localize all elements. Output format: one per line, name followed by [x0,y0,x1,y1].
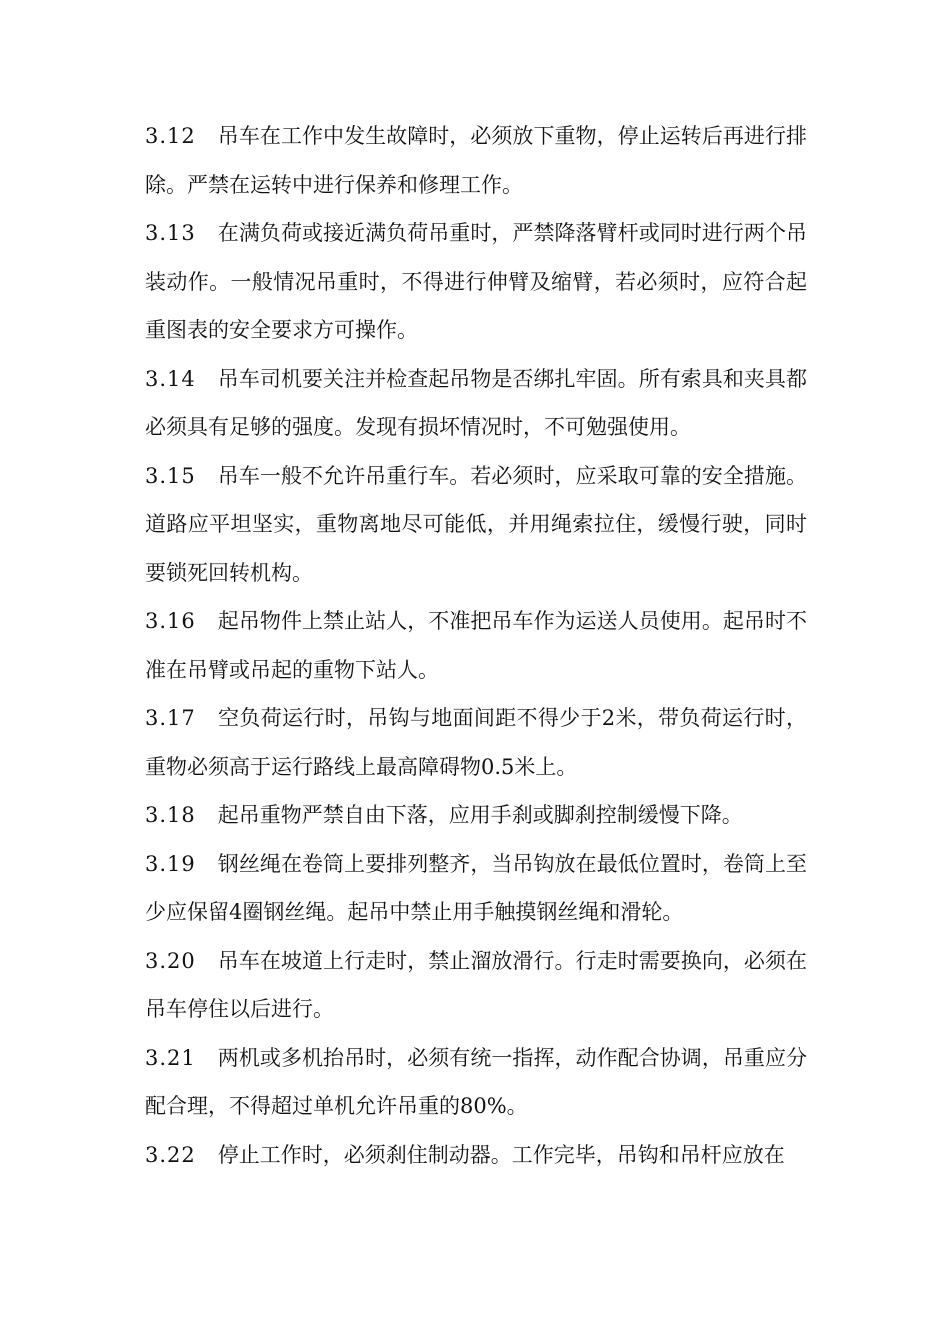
paragraph-3-18 [145,791,807,840]
paragraph-text: 起吊重物严禁自由下落，应用手刹或脚刹控制缓慢下降。 [217,803,743,827]
paragraph-number: 3.12 [145,124,196,148]
paragraph-number: 3.14 [145,366,196,391]
paragraph-text: 吊车在坡道上行走时，禁止溜放滑行。行走时需要换向，必须在吊车停住以后进行。 [145,948,807,1021]
paragraph-3-22 [145,1131,807,1180]
paragraph-text: 钢丝绳在卷筒上要排列整齐，当吊钩放在最低位置时，卷筒上至少应保留4圈钢丝绳。起吊中禁止用手触摸钢丝绳和滑轮。 [145,851,807,924]
paragraph-3-21 [145,1034,807,1131]
paragraph-text: 吊车司机要关注并检查起吊物是否绑扎牢固。所有索具和夹具都必须具有足够的强度。发现有损坏情况时，不可勉强使用。 [145,366,807,439]
paragraph-text: 空负荷运行时，吊钩与地面间距不得少于2米，带负荷运行时，重物必须高于运行路线上最高障碍物0.5米上。 [145,706,807,779]
paragraph-number: 3.21 [145,1045,196,1070]
paragraph-number: 3.13 [145,221,196,245]
paragraph-text: 起吊物件上禁止站人，不准把吊车作为运送人员使用。起吊时不准在吊臂或吊起的重物下站人。 [145,609,807,682]
paragraph-text: 两机或多机抬吊时，必须有统一指挥，动作配合协调，吊重应分配合理，不得超过单机允许吊重的80%。 [145,1045,807,1118]
paragraph-3-17 [145,694,807,791]
paragraph-number: 3.20 [145,948,196,973]
paragraph-3-13 [145,209,807,355]
paragraph-text: 停止工作时，必须刹住制动器。工作完毕，吊钩和吊杆应放在 [217,1142,785,1167]
paragraph-number: 3.15 [145,463,196,488]
paragraph-3-19 [145,840,807,937]
paragraph-3-16 [145,597,807,694]
paragraph-3-12 [145,112,807,209]
paragraph-text: 吊车在工作中发生故障时，必须放下重物，停止运转后再进行排除。严禁在运转中进行保养和修理工作。 [145,124,807,197]
paragraph-text: 吊车一般不允许吊重行车。若必须时，应采取可靠的安全措施。道路应平坦坚实，重物离地尽可能低，并用绳索拉住，缓慢行驶，同时要锁死回转机构。 [145,463,807,585]
paragraph-3-14 [145,355,807,452]
paragraph-3-20 [145,937,807,1034]
paragraph-3-15 [145,452,807,598]
document-body [145,112,807,1179]
paragraph-number: 3.18 [145,803,196,827]
paragraph-text: 在满负荷或接近满负荷吊重时，严禁降落臂杆或同时进行两个吊装动作。一般情况吊重时，不得进行伸臂及缩臂，若必须时，应符合起重图表的安全要求方可操作。 [145,221,807,342]
paragraph-number: 3.17 [145,706,196,730]
paragraph-number: 3.22 [145,1142,196,1167]
paragraph-number: 3.16 [145,609,196,633]
paragraph-number: 3.19 [145,851,196,876]
